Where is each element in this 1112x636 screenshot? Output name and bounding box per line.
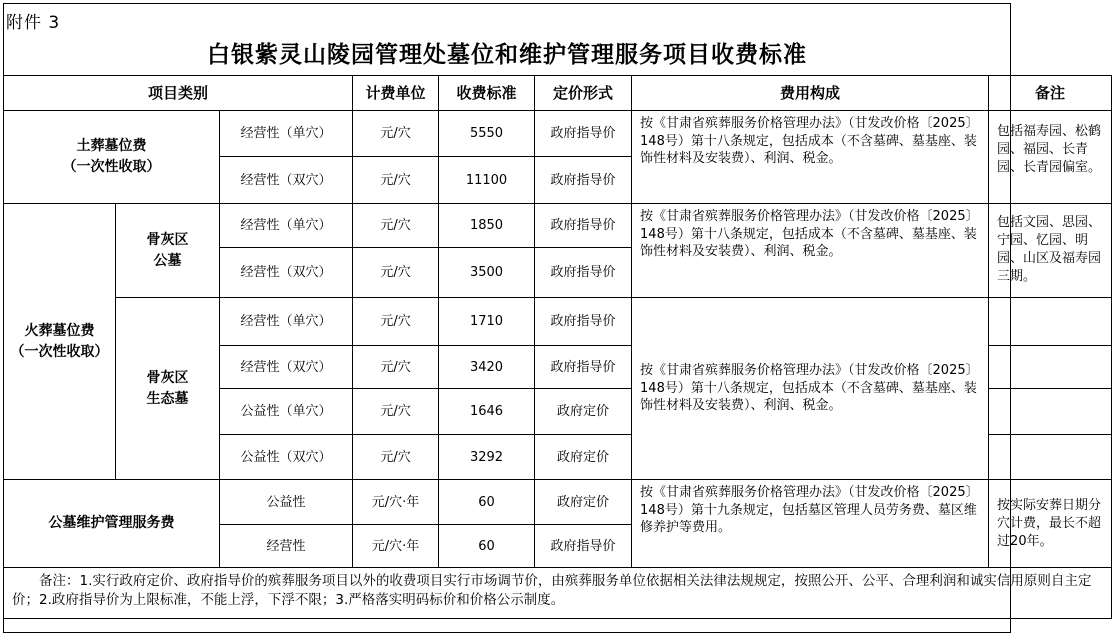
price-cell: 3292 [439,435,535,480]
category-name: 土葬墓位费 [76,138,147,154]
remark-cell: 包括福寿园、松鹤园、福园、长青园、长青园偏室。 [989,111,1112,204]
area-name-line2: 生态墓 [146,390,189,407]
pricing-form-cell: 政府指导价 [535,248,632,298]
attachment-label: 附件 3 [6,13,61,33]
price-cell: 5550 [439,111,535,157]
eco-area-label [116,298,220,480]
header-composition: 费用构成 [632,76,989,111]
table-row [4,204,1112,248]
header-row [4,76,1112,111]
table-row [4,298,1112,346]
remark-cell: 包括文园、思园、宁园、忆园、明园、山区及福寿园三期。 [989,204,1112,298]
unit-cell: 元/穴 [353,157,439,204]
area-name-line1: 骨灰区 [146,231,189,248]
item-cell: 经营性（单穴） [220,111,353,157]
unit-cell: 元/穴·年 [353,525,439,568]
composition-cell: 按《甘肃省殡葬服务价格管理办法》（甘发改价格〔2025〕148号）第十九条规定，包括墓区管理人员劳务费、墓区维修养护等费用。 [632,480,989,568]
unit-cell: 元/穴 [353,204,439,248]
unit-cell: 元/穴 [353,248,439,298]
pricing-form-cell: 政府定价 [535,435,632,480]
pricing-form-cell: 政府指导价 [535,525,632,568]
unit-cell: 元/穴 [353,435,439,480]
price-cell: 60 [439,525,535,568]
unit-cell: 元/穴 [353,389,439,435]
price-cell: 1710 [439,298,535,346]
pricing-form-cell: 政府指导价 [535,346,632,389]
price-cell: 1850 [439,204,535,248]
price-cell: 1646 [439,389,535,435]
item-cell: 经营性（双穴） [220,157,353,204]
header-standard: 收费标准 [439,76,535,111]
price-cell: 11100 [439,157,535,204]
item-cell: 经营性（双穴） [220,248,353,298]
price-cell: 60 [439,480,535,525]
item-cell: 公益性（双穴） [220,435,353,480]
unit-cell: 元/穴 [353,111,439,157]
composition-cell: 按《甘肃省殡葬服务价格管理办法》（甘发改价格〔2025〕148号）第十八条规定，包括成本（不含墓碑、墓基座、装饰性材料及安装费）、利润、税金。 [632,298,989,480]
pricing-form-cell: 政府定价 [535,480,632,525]
unit-cell: 元/穴 [353,298,439,346]
item-cell: 经营性 [220,525,353,568]
unit-cell: 元/穴·年 [353,480,439,525]
page-title: 白银紫灵山陵园管理处墓位和维护管理服务项目收费标准 [207,42,807,68]
earth-burial-category [4,111,220,204]
item-cell: 公益性（单穴） [220,389,353,435]
public-area-label [116,204,220,298]
header-pricing: 定价形式 [535,76,632,111]
price-cell: 3500 [439,248,535,298]
footnote-row [4,568,1112,619]
category-sub: （一次性收取） [62,159,161,175]
pricing-form-cell: 政府指导价 [535,111,632,157]
pricing-form-cell: 政府定价 [535,389,632,435]
area-name-line1: 骨灰区 [146,369,189,386]
footnote: 备注：1.实行政府定价、政府指导价的殡葬服务项目以外的收费项目实行市场调节价，由殡葬服务单位依据相关法律法规规定，按照公开、公平、合理利润和诚实信用原则自主定价；2.政府指导价为上限标准，不能上浮，下浮不限；3.严格落实明码标价和价格公示制度。 [4,568,1112,619]
table-row [4,480,1112,525]
cremation-category [4,204,116,480]
header-remarks: 备注 [989,76,1112,111]
composition-cell: 按《甘肃省殡葬服务价格管理办法》（甘发改价格〔2025〕148号）第十八条规定，包括成本（不含墓碑、墓基座、装饰性材料及安装费）、利润、税金。 [632,111,989,204]
item-cell: 经营性（双穴） [220,346,353,389]
category-sub: （一次性收取） [10,343,109,360]
price-cell: 3420 [439,346,535,389]
remark-cell [989,298,1112,346]
remark-cell: 按实际安葬日期分穴计费，最长不超过20年。 [989,480,1112,568]
remark-cell [989,389,1112,435]
item-cell: 经营性（单穴） [220,204,353,248]
unit-cell: 元/穴 [353,346,439,389]
item-cell: 经营性（单穴） [220,298,353,346]
maintenance-category: 公墓维护管理服务费 [4,480,220,568]
item-cell: 公益性 [220,480,353,525]
header-unit: 计费单位 [353,76,439,111]
composition-cell: 按《甘肃省殡葬服务价格管理办法》（甘发改价格〔2025〕148号）第十八条规定，包括成本（不含墓碑、墓基座、装饰性材料及安装费）、利润、税金。 [632,204,989,298]
table-row [4,111,1112,157]
pricing-form-cell: 政府指导价 [535,157,632,204]
remark-cell [989,435,1112,480]
area-name-line2: 公墓 [153,252,182,269]
remark-cell [989,346,1112,389]
header-category: 项目类别 [4,76,353,111]
pricing-form-cell: 政府指导价 [535,204,632,248]
pricing-form-cell: 政府指导价 [535,298,632,346]
category-name: 火葬墓位费 [24,322,95,339]
fee-table [3,75,1112,619]
